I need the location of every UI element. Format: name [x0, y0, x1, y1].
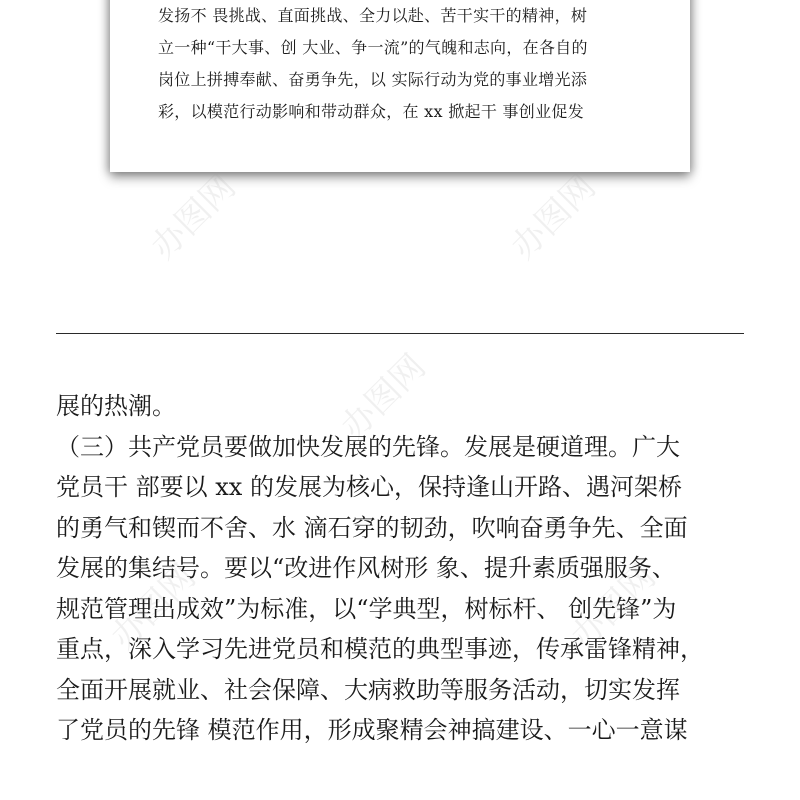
- watermark: 办图网: [103, 556, 204, 658]
- card-line-3: 岗位上拼搏奉献、奋勇争先，以 实际行动为党的事业增光添: [158, 70, 588, 89]
- body-line-3: 党员干 部要以 xx 的发展为核心，保持逢山开路、遇河架桥: [56, 473, 682, 501]
- body-line-1: 展的热潮。: [56, 392, 176, 420]
- watermark: 办图网: [503, 166, 604, 268]
- body-line-2: （三）共产党员要做加快发展的先锋。发展是硬道理。广大: [56, 432, 680, 461]
- card-paragraph: [158, 0, 652, 128]
- card-line-2: 立一种“干大事、创 大业、争一流”的气魄和志向，在各自的: [158, 38, 588, 57]
- watermark: 办图网: [333, 346, 434, 448]
- watermark: 办图网: [563, 556, 664, 658]
- card-line-1: 发扬不 畏挑战、直面挑战、全力以赴、苦干实干的精神，树: [158, 6, 588, 25]
- watermark: 办图网: [143, 166, 244, 268]
- body-line-5: 发展的集结号。要以“改进作风树形 象、提升素质强服务、: [56, 554, 676, 582]
- body-line-6: 规范管理出成效”为标准，以“学典型，树标杆、 创先锋”为: [56, 594, 677, 623]
- card-line-4: 彩，以模范行动影响和带动群众，在 xx 掀起干 事创业促发: [158, 102, 585, 121]
- body-paragraph: [56, 386, 746, 751]
- body-line-9: 了党员的先锋 模范作用，形成聚精会神搞建设、一心一意谋: [56, 716, 688, 744]
- body-line-8: 全面开展就业、社会保障、大病救助等服务活动，切实发挥: [56, 675, 680, 704]
- body-line-4: 的勇气和锲而不舍、水 滴石穿的韧劲，吹响奋勇争先、全面: [56, 513, 688, 542]
- divider-line: [56, 333, 744, 334]
- body-line-7: 重点，深入学习先进党员和模范的典型事迹，传承雷锋精神，: [56, 635, 704, 663]
- page-preview-card: [110, 0, 690, 172]
